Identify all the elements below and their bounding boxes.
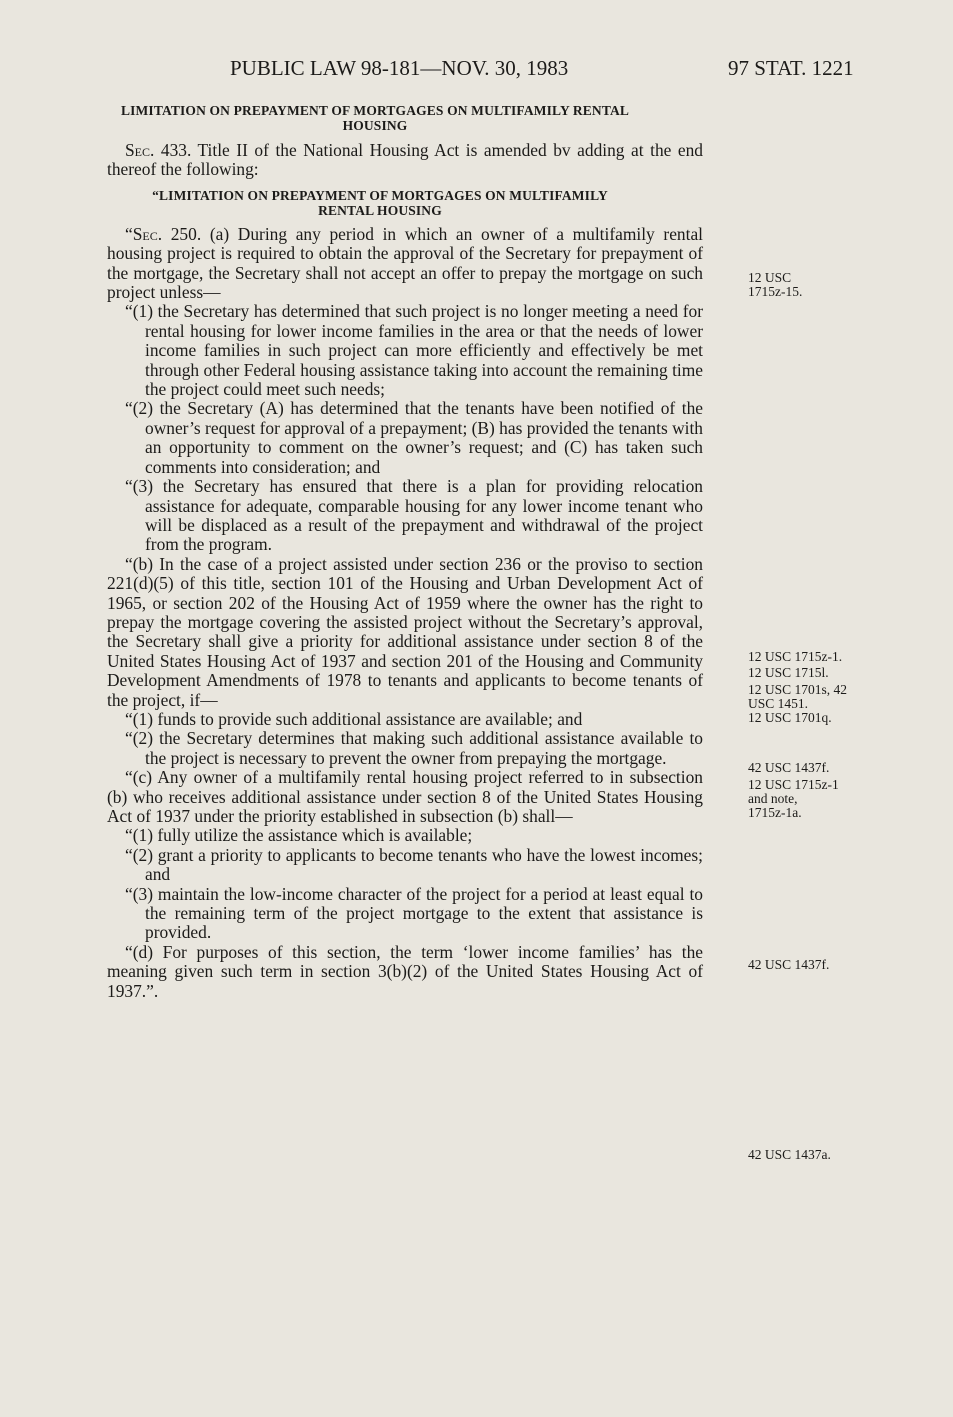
- paragraph-a3: “(3) the Secretary has ensured that there is a plan for providing relocation assistance for adequate, comparable housing for any lower income tenant who will be displaced as a result of the prepayment and withdrawal of the project from the program.: [125, 476, 703, 555]
- margin-note-line: 12 USC 1701s, 42: [748, 682, 848, 697]
- running-title: PUBLIC LAW 98-181—NOV. 30, 1983: [230, 56, 569, 80]
- margin-note: 42 USC 1437f.: [748, 957, 830, 972]
- margin-note: [748, 683, 898, 711]
- sec-250-label: “Sec. 250.: [125, 223, 202, 244]
- subsection-a: [107, 225, 703, 303]
- paragraph-c3: “(3) maintain the low-income character of the project for a period at least equal to the remaining term of the project mortgage to the extent that assistance is provided.: [125, 883, 703, 943]
- margin-note: 12 USC 1715z-1.: [748, 649, 843, 664]
- margin-note-line: and note,: [748, 791, 798, 806]
- inserted-heading-line: “LIMITATION ON PREPAYMENT OF MORTGAGES ON MULTIFAMILY: [152, 187, 608, 203]
- margin-note: [748, 778, 898, 820]
- margin-note: [748, 271, 898, 299]
- margin-note-line: 1715z-15.: [748, 284, 803, 299]
- section-heading: [117, 103, 633, 133]
- margin-note-line: 12 USC: [748, 270, 792, 285]
- stat-page-number: 97 STAT. 1221: [728, 56, 854, 80]
- section-heading-line: LIMITATION ON PREPAYMENT OF MORTGAGES ON MULTIFAMILY RENTAL: [120, 103, 630, 118]
- body-text: [107, 103, 703, 1001]
- paragraph-b1: “(1) funds to provide such additional assistance are available; and: [125, 708, 583, 729]
- margin-note: 42 USC 1437f.: [748, 760, 830, 775]
- margin-note-line: USC 1451.: [748, 696, 809, 711]
- inserted-heading: [117, 188, 643, 218]
- subsection-d: “(d) For purposes of this section, the term ‘lower income families’ has the meaning given such term in section 3(b)(2) of the United States Housing Act of 1937.”.: [107, 941, 703, 1001]
- paragraph-c1: “(1) fully utilize the assistance which is available;: [125, 825, 473, 846]
- subsection-c: “(c) Any owner of a multifamily rental housing project referred to in subsection (b) who receives additional assistance under section 8 of the United States Housing Act of 1937 under the priority established in subsection (b) shall—: [107, 767, 703, 826]
- section-heading-line: HOUSING: [342, 118, 408, 133]
- subsection-a-text: (a) During any period in which an owner of a multifamily rental housing project is required to obtain the approval of the Secretary for prepayment of the mortgage, the Secretary shall not accept an offer to prepay the mortgage on such project unless—: [107, 223, 703, 303]
- section-label: Sec. 433.: [125, 140, 192, 160]
- running-head: [0, 56, 953, 86]
- margin-note: 12 USC 1715l.: [748, 665, 829, 680]
- paragraph-a2: “(2) the Secretary (A) has determined that the tenants have been notified of the owner’s request for approval of a prepayment; (B) has provided the tenants with an opportunity to comment on the owner’s request; and (C) has taken such comments into consideration; and: [125, 398, 703, 477]
- margin-note: 42 USC 1437a.: [748, 1147, 831, 1162]
- margin-note-line: 1715z-1a.: [748, 805, 802, 820]
- margin-note: 12 USC 1701q.: [748, 710, 832, 725]
- subsection-b: “(b) In the case of a project assisted under section 236 or the proviso to section 221(d)(5) of this title, section 101 of the Housing and Urban Development Act of 1965, or section 202 of the Housing Act of 1959 where the owner has the right to prepay the mortgage covering the assisted project without the Secretary’s approval, the Secretary shall give a priority for additional assistance under section 8 of the United States Housing Act of 1937 and section 201 of the Housing and Community Development Amendments of 1978 to tenants and applicants to become tenants of the project, if—: [107, 553, 703, 710]
- section-intro-text: Title II of the National Housing Act is amended bv adding at the end thereof the following:: [107, 140, 703, 180]
- section-intro: [107, 141, 703, 180]
- paragraph-c2: “(2) grant a priority to applicants to become tenants who have the lowest incomes; and: [125, 844, 703, 885]
- paragraph-a1: “(1) the Secretary has determined that such project is no longer meeting a need for rental housing for lower income families in the area or that the needs of lower income families in such project can more efficiently and effectively be met through other Federal housing assistance taking into account the remaining time the project could meet such needs;: [125, 301, 703, 400]
- paragraph-b2: “(2) the Secretary determines that making such additional assistance available to the project is necessary to prevent the owner from prepaying the mortgage.: [125, 728, 703, 768]
- inserted-heading-line: RENTAL HOUSING: [318, 202, 442, 218]
- margin-note-line: 12 USC 1715z-1: [748, 777, 839, 792]
